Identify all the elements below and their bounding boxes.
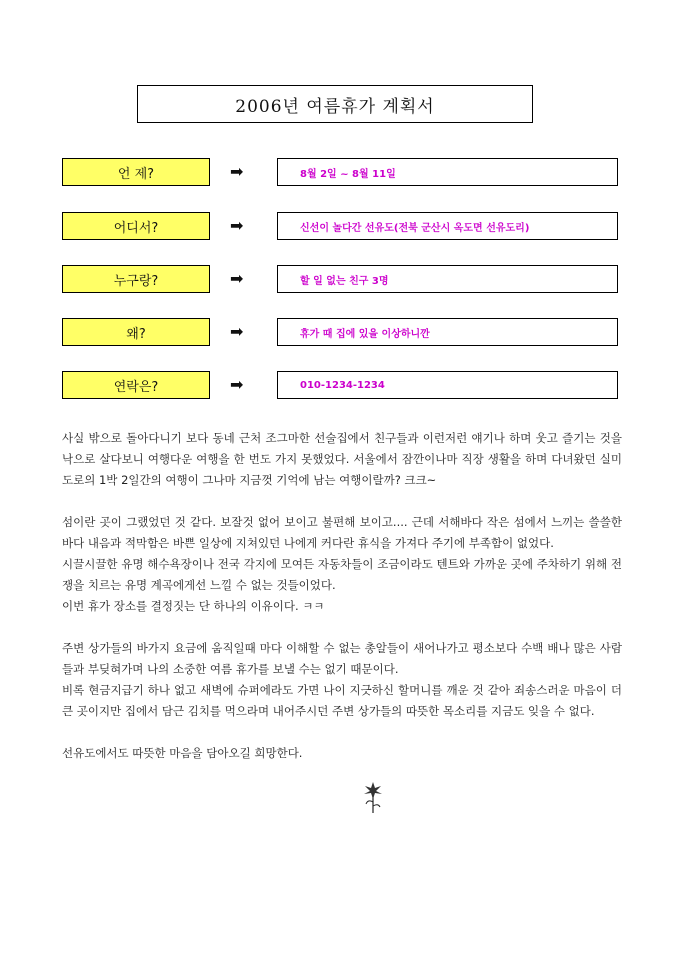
right-arrow-icon: ➡ [230,322,244,341]
paragraph: 주변 상가들의 바가지 요금에 움직일때 마다 이해할 수 없는 총알들이 새어나가고 평소보다 수백 배나 많은 사람들과 부딪혀가며 나의 소중한 여름 휴가를 보낼 수는 없기 때문이다. [62,641,622,676]
paragraph: 이번 휴가 장소를 결정짓는 단 하나의 이유이다. ㅋㅋ [62,599,325,613]
label-where: 어디서? [62,212,210,240]
paragraph: 비록 현금지급기 하나 없고 새벽에 슈퍼에라도 가면 나이 지긋하신 할머니를 깨운 것 같아 죄송스러운 마음이 더 큰 곳이지만 집에서 담근 김치를 먹으라며 내어주시던 주변 상가들의 따뜻한 목소리를 지금도 잊을 수 없다. [62,683,622,718]
page-title: 2006년 여름휴가 계획서 [137,85,533,123]
paragraph-spacer [62,491,622,512]
body-text [62,428,622,764]
plan-row-when [0,158,680,190]
value-when: 8월 2일 ~ 8월 11일 [277,158,618,186]
value-why: 휴가 때 집에 있을 이상하니깐 [277,318,618,346]
paragraph: 시끌시끌한 유명 해수욕장이나 전국 각지에 모여든 자동차들이 조금이라도 텐트와 가까운 곳에 주차하기 위해 전쟁을 치르는 유명 계곡에게선 느낄 수 없는 것들이었다. [62,557,622,592]
label-when: 언 제? [62,158,210,186]
label-why: 왜? [62,318,210,346]
value-where: 신선이 놀다간 선유도(전북 군산시 옥도면 선유도리) [277,212,618,240]
right-arrow-icon: ➡ [230,269,244,288]
right-arrow-icon: ➡ [230,375,244,394]
paragraph: 섬이란 곳이 그랬었던 것 같다. 보잘것 없어 보이고 불편해 보이고.... 근데 서해바다 작은 섬에서 느끼는 쓸쓸한 바다 내음과 적막함은 바쁜 일상에 지쳐있던 나에게 커다란 휴식을 가져다 주기에 부족함이 없었다. [62,515,622,550]
right-arrow-icon: ➡ [230,216,244,235]
right-arrow-icon: ➡ [230,162,244,181]
plan-row-who [0,265,680,297]
paragraph-spacer [62,722,622,743]
plan-row-contact [0,371,680,403]
plan-row-why [0,318,680,350]
paragraph-spacer [62,617,622,638]
label-who: 누구랑? [62,265,210,293]
paragraph: 선유도에서도 따뜻한 마음을 담아오길 희망한다. [62,746,303,760]
plan-row-where [0,212,680,244]
paragraph: 사실 밖으로 돌아다니기 보다 동네 근처 조그마한 선술집에서 친구들과 이런저런 얘기나 하며 웃고 즐기는 것을 낙으로 살다보니 여행다운 여행을 한 번도 가지 못했었다. 서울에서 잠깐이나마 직장 생활을 하며 다녀왔던 실미도로의 1박 2일간의 여행이 그나마 지금껏 기억에 남는 여행이랄까? 크크~ [62,431,622,487]
flower-icon [362,780,384,818]
label-contact: 연락은? [62,371,210,399]
value-who: 할 일 없는 친구 3명 [277,265,618,293]
value-contact: 010-1234-1234 [277,371,618,399]
